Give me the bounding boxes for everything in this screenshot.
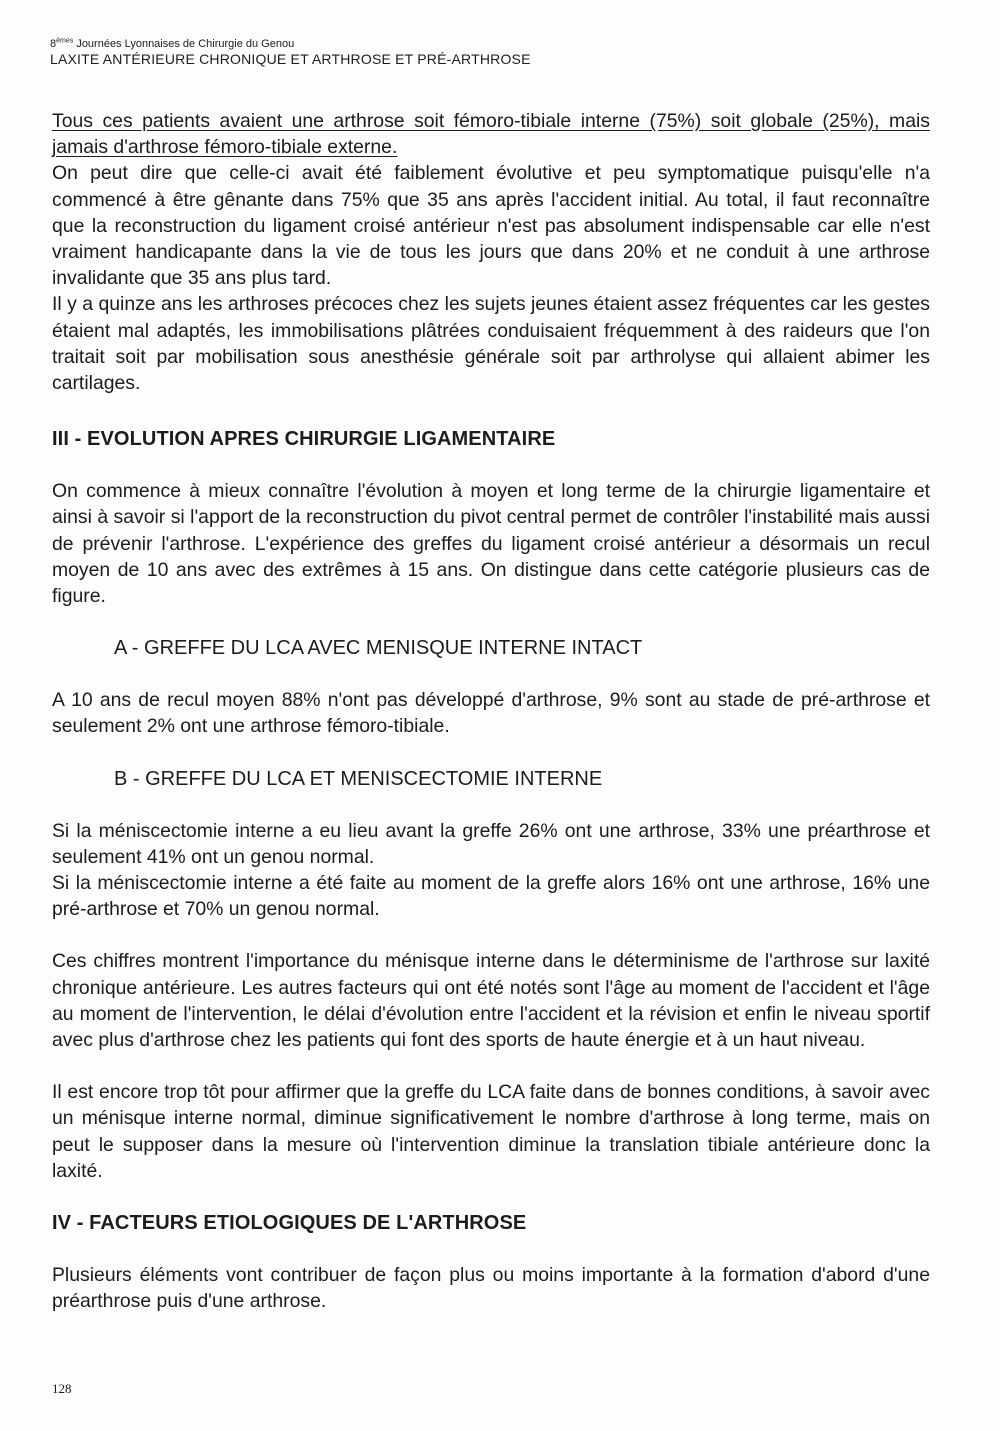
subsection-a-paragraph: A 10 ans de recul moyen 88% n'ont pas développé d'arthrose, 9% sont au stade de pré-arthrose et seulement 2% ont une arthrose fémoro-tibiale. [52,689,930,738]
running-header [50,38,531,67]
subsection-b-paragraph-1: Si la méniscectomie interne a eu lieu avant la greffe 26% ont une arthrose, 33% une préarthrose et seulement 41% ont un genou normal. [52,819,930,868]
subsection-b-paragraph-3: Ces chiffres montrent l'importance du ménisque interne dans le déterminisme de l'arthrose sur laxité chronique antérieure. Les autres facteurs qui ont été notés sont l'âge au moment de l'accident et l'âge au moment de l'intervention, le délai d'évolution entre l'accident et la révision et enfin le niveau sportif avec plus d'arthrose chez les patients qui font des sports de haute énergie et à un haut niveau. [52,950,930,1052]
subsection-b-heading: B - GREFFE DU LCA ET MENISCECTOMIE INTERNE [114,767,603,790]
section-4-heading: IV - FACTEURS ETIOLOGIQUES DE L'ARTHROSE [52,1212,527,1235]
intro-paragraph-2: Il y a quinze ans les arthroses précoces chez les sujets jeunes étaient assez fréquentes car les gestes étaient mal adaptés, les immobilisations plâtrées conduisaient fréquemment à des raideurs que l'on traitait soit par mobilisation sous anesthésie générale soit par arthrolyse qui allaient abimer les cartilages. [52,293,930,395]
conference-line [50,38,531,51]
subsection-b-paragraph-2: Si la méniscectomie interne a été faite au moment de la greffe alors 16% ont une arthrose, 16% une pré-arthrose et 70% un genou normal. [52,872,930,921]
section-3-heading: III - EVOLUTION APRES CHIRURGIE LIGAMENTAIRE [52,428,556,451]
conference-name: Journées Lyonnaises de Chirurgie du Genou [76,38,295,50]
subsection-a-heading: A - GREFFE DU LCA AVEC MENISQUE INTERNE INTACT [114,637,643,660]
section-4-paragraph: Plusieurs éléments vont contribuer de façon plus ou moins importante à la formation d'abord d'une préarthrose puis d'une arthrose. [52,1264,930,1313]
intro-underlined-paragraph: Tous ces patients avaient une arthrose soit fémoro-tibiale interne (75%) soit globale (25%), mais jamais d'arthrose fémoro-tibiale externe. [52,110,930,159]
edition-suffix: èmes [56,37,74,45]
page-number: 128 [52,1381,72,1396]
edition-number: 8 [50,38,57,50]
intro-paragraph-1: On peut dire que celle-ci avait été faiblement évolutive et peu symptomatique puisqu'elle n'a commencé à être gênante dans 75% que 35 ans après l'accident initial. Au total, il faut reconnaître que la reconstruction du ligament croisé antérieur n'est pas absolument indispensable car elle n'est vraiment handicapante dans la vie de tous les jours que dans 20% et ne conduit à une arthrose invalidante que 35 ans plus tard. [52,162,930,290]
subsection-b-paragraph-4: Il est encore trop tôt pour affirmer que la greffe du LCA faite dans de bonnes conditions, à savoir avec un ménisque interne normal, diminue significativement le nombre d'arthrose à long terme, mais on peut le supposer dans la mesure où l'intervention diminue la translation tibiale antérieure donc la laxité. [52,1081,930,1182]
section-3-paragraph: On commence à mieux connaître l'évolution à moyen et long terme de la chirurgie ligamentaire et ainsi à savoir si l'apport de la reconstruction du pivot central permet de contrôler l'instabilité mais aussi de prévenir l'arthrose. L'expérience des greffes du ligament croisé antérieur a désormais un recul moyen de 10 ans avec des extrêmes à 15 ans. On distingue dans cette catégorie plusieurs cas de figure. [52,480,930,608]
main-content [52,108,930,1315]
document-title: LAXITE ANTÉRIEURE CHRONIQUE ET ARTHROSE ET PRÉ-ARTHROSE [50,51,531,67]
